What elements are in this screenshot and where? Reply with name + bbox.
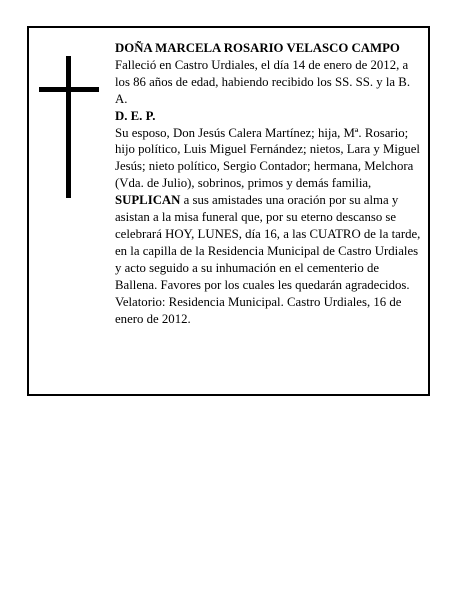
suplican-word: SUPLICAN — [115, 193, 181, 208]
cross-icon — [39, 56, 99, 198]
cross-horizontal-bar — [39, 87, 99, 92]
obituary-frame — [27, 26, 430, 396]
dep-heading: D. E. P. — [115, 108, 156, 123]
family-list: Su esposo, Don Jesús Calera Martínez; hija, Mª. Rosario; hijo político, Luis Miguel Fernández; nietos, Lara y Miguel Jesús; nieto político, Sergio Contador; hermana, Melchora (Vda. de Julio), sobrinos, primos y demás familia, — [115, 125, 420, 191]
request-text: a sus amistades una oración por su alma y asistan a la misa funeral que, por su eterno descanso se celebrará HOY, LUNES, día 16, a las CUATRO de la tarde, en la capilla de la Residencia Municipal de Castro Urdiales y acto seguido a su inhumación en el cementerio de Ballena. Favores por los cuales les quedarán agradecidos. Velatorio: Residencia Municipal. Castro Urdiales, 16 de enero de 2012. — [115, 193, 421, 326]
deceased-name: DOÑA MARCELA ROSARIO VELASCO CAMPO — [115, 41, 400, 55]
request-paragraph — [115, 192, 422, 327]
death-info: Falleció en Castro Urdiales, el día 14 de enero de 2012, a los 86 años de edad, habiendo recibido los SS. SS. y la B. A. — [115, 57, 411, 106]
cross-vertical-bar — [66, 56, 71, 198]
obituary-text — [115, 40, 422, 327]
